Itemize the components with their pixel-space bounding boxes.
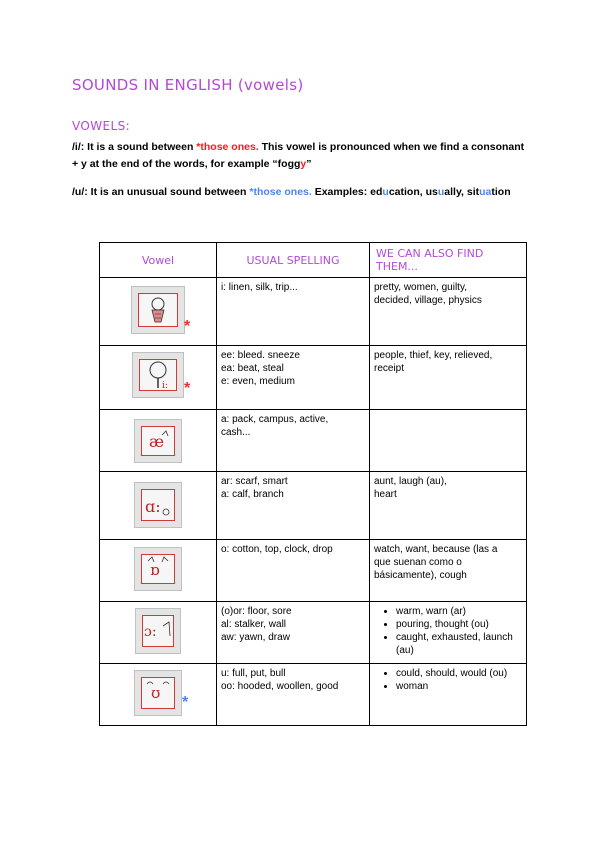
asterisk-mark: * bbox=[182, 694, 189, 711]
table-row bbox=[100, 664, 527, 726]
svg-text:ɑ:: ɑ: bbox=[145, 497, 161, 516]
paragraph-u-sound: /u/: It is an unusual sound between *those ones. Examples: education, usually, situation bbox=[72, 186, 511, 198]
tree-picture-icon bbox=[132, 352, 184, 398]
table-row bbox=[100, 410, 527, 472]
table-header-row bbox=[100, 243, 527, 278]
table-row bbox=[100, 540, 527, 602]
car-picture-icon bbox=[134, 482, 182, 528]
vowel-cell bbox=[100, 410, 217, 472]
phoneme-symbol: /i/: bbox=[72, 141, 85, 153]
also-cell: pretty, women, guilty, decided, village, physics bbox=[370, 278, 527, 346]
vowel-cell bbox=[100, 664, 217, 726]
also-cell bbox=[370, 410, 527, 472]
spelling-cell: u: full, put, bull oo: hooded, woollen, good bbox=[217, 664, 370, 726]
svg-text:ɔ:: ɔ: bbox=[144, 624, 157, 640]
column-header-usual-spelling: USUAL SPELLING bbox=[217, 243, 370, 278]
bull-picture-icon bbox=[134, 670, 182, 716]
also-list bbox=[374, 605, 522, 657]
list-item: • caught, exhausted, launch (au) bbox=[396, 631, 522, 657]
list-item: • pouring, thought (ou) bbox=[396, 618, 522, 631]
spelling-cell: (o)or: floor, sore al: stalker, wall aw: yawn, draw bbox=[217, 602, 370, 664]
vowel-cell bbox=[100, 540, 217, 602]
vowel-cell bbox=[100, 472, 217, 540]
table-row bbox=[100, 602, 527, 664]
fish-picture-icon bbox=[131, 286, 185, 334]
phoneme-symbol: /u/: bbox=[72, 186, 88, 198]
list-item: • warm, warn (ar) bbox=[396, 605, 522, 618]
column-header-also-find: WE CAN ALSO FIND THEM... bbox=[370, 243, 527, 278]
svg-text:ɒ: ɒ bbox=[150, 561, 160, 579]
vowel-cell bbox=[100, 602, 217, 664]
vowel-cell bbox=[100, 278, 217, 346]
highlight-text: *those ones. bbox=[196, 141, 259, 153]
table-row bbox=[100, 346, 527, 410]
also-cell bbox=[370, 602, 527, 664]
column-header-vowel: Vowel bbox=[100, 243, 217, 278]
also-list bbox=[374, 667, 522, 693]
also-cell: aunt, laugh (au), heart bbox=[370, 472, 527, 540]
asterisk-mark: * bbox=[184, 380, 191, 397]
spelling-cell: i: linen, silk, trip... bbox=[217, 278, 370, 346]
highlight-text: *those ones. bbox=[249, 186, 312, 198]
vowel-table bbox=[99, 242, 527, 726]
section-heading: VOWELS: bbox=[72, 119, 131, 133]
cat-picture-icon bbox=[134, 419, 182, 463]
spelling-cell: ar: scarf, smart a: calf, branch bbox=[217, 472, 370, 540]
table-row bbox=[100, 278, 527, 346]
also-cell: people, thief, key, relieved, receipt bbox=[370, 346, 527, 410]
svg-text:æ: æ bbox=[149, 432, 165, 451]
also-cell bbox=[370, 664, 527, 726]
svg-text:ʊ: ʊ bbox=[151, 684, 161, 702]
also-cell: watch, want, because (las a que suenan como o básicamente), cough bbox=[370, 540, 527, 602]
spelling-cell: a: pack, campus, active, cash... bbox=[217, 410, 370, 472]
list-item: • woman bbox=[396, 680, 522, 693]
svg-text:i:: i: bbox=[162, 381, 168, 390]
list-item: • could, should, would (ou) bbox=[396, 667, 522, 680]
page-title: SOUNDS IN ENGLISH (vowels) bbox=[72, 76, 304, 94]
spelling-cell: o: cotton, top, clock, drop bbox=[217, 540, 370, 602]
spelling-cell: ee: bleed. sneeze ea: beat, steal e: even, medium bbox=[217, 346, 370, 410]
paragraph-i-sound: /i/: It is a sound between *those ones. This vowel is pronounced when we find a consonant + y at the end of the words, for example “foggy” bbox=[72, 141, 525, 170]
vowel-cell bbox=[100, 346, 217, 410]
horse-picture-icon bbox=[135, 608, 181, 654]
asterisk-mark: * bbox=[184, 318, 191, 335]
dog-picture-icon bbox=[134, 547, 182, 591]
table-row bbox=[100, 472, 527, 540]
